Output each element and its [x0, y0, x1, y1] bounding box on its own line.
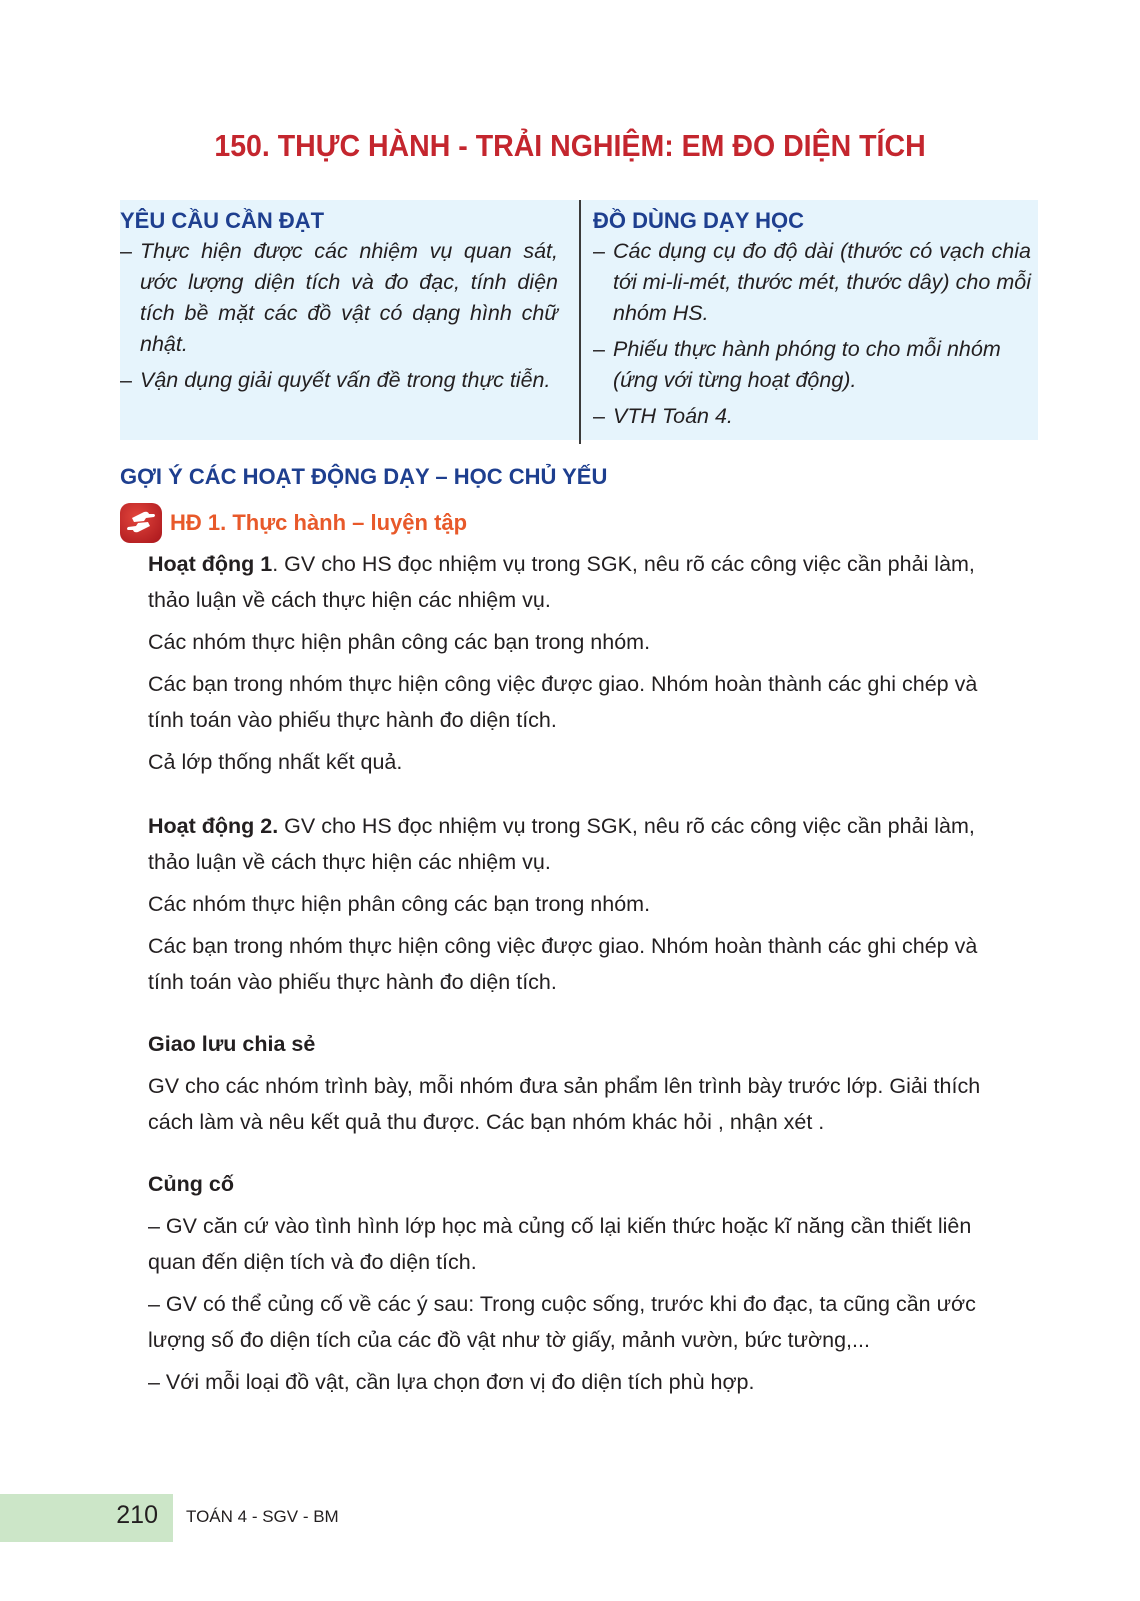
page-number: 210 — [116, 1501, 158, 1529]
dash: – — [593, 239, 605, 263]
material-text: Phiếu thực hành phóng to cho mỗi nhóm (ứng với từng hoạt động). — [613, 337, 1001, 392]
sharing-heading: Giao lưu chia sẻ — [148, 1032, 316, 1056]
paragraph: Cả lớp thống nhất kết quả. — [148, 750, 403, 774]
requirement-text: Vận dụng giải quyết vấn đề trong thực tiễn. — [140, 368, 551, 392]
requirement-item — [120, 365, 558, 396]
activity-1-intro — [148, 546, 1018, 618]
activity-title: HĐ 1. Thực hành – luyện tập — [170, 510, 468, 535]
paragraph: Các nhóm thực hiện phân công các bạn trong nhóm. — [148, 630, 651, 654]
paragraph: Các bạn trong nhóm thực hiện công việc được giao. Nhóm hoàn thành các ghi chép và tính toán vào phiếu thực hành đo diện tích. — [148, 934, 978, 994]
book-name: TOÁN 4 - SGV - BM — [186, 1507, 339, 1526]
dash: – — [120, 368, 132, 392]
materials-column — [593, 200, 1031, 432]
material-text: VTH Toán 4. — [613, 404, 733, 428]
page-title: 150. THỰC HÀNH - TRẢI NGHIỆM: EM ĐO DIỆN TÍCH — [214, 128, 926, 163]
activity-1-label: Hoạt động 1 — [148, 552, 273, 576]
material-text: Các dụng cụ đo độ dài (thước có vạch chia tới mi-li-mét, thước mét, thước dây) cho mỗi nhóm HS. — [613, 239, 1031, 325]
material-item — [593, 236, 1031, 329]
requirement-text: Thực hiện được các nhiệm vụ quan sát, ước lượng diện tích và đo đạc, tính diện tích bề mặt các đồ vật có dạng hình chữ nhật. — [140, 239, 558, 356]
activity-2 — [148, 808, 1018, 1006]
consolidation-item: – Với mỗi loại đồ vật, cần lựa chọn đơn vị đo diện tích phù hợp. — [148, 1370, 755, 1394]
dash: – — [593, 337, 605, 361]
requirement-item — [120, 236, 558, 360]
consolidation-item: – GV căn cứ vào tình hình lớp học mà củng cố lại kiến thức hoặc kĩ năng cần thiết liên quan đến diện tích và đo diện tích. — [148, 1214, 972, 1274]
activity-2-label: Hoạt động 2. — [148, 814, 279, 838]
dash: – — [120, 239, 132, 263]
requirements-box — [120, 200, 1038, 440]
requirements-heading: YÊU CẦU CẦN ĐẠT — [120, 208, 325, 233]
column-divider — [579, 200, 581, 444]
sharing-section — [148, 1026, 1018, 1146]
activity-header — [120, 503, 467, 543]
activity-2-intro — [148, 808, 1018, 880]
materials-heading: ĐỒ DÙNG DẠY HỌC — [593, 208, 805, 233]
activity-1 — [148, 546, 1018, 786]
paragraph: GV cho các nhóm trình bày, mỗi nhóm đưa sản phẩm lên trình bày trước lớp. Giải thích cách làm và nêu kết quả thu được. Các bạn nhóm khác hỏi , nhận xét . — [148, 1074, 981, 1134]
material-item — [593, 401, 1031, 432]
material-item — [593, 334, 1031, 396]
hands-icon — [120, 503, 162, 543]
paragraph: Các nhóm thực hiện phân công các bạn trong nhóm. — [148, 892, 651, 916]
requirements-column — [120, 200, 558, 396]
activity-2-text: GV cho HS đọc nhiệm vụ trong SGK, nêu rõ các công việc cần phải làm, thảo luận về cách thực hiện các nhiệm vụ. — [148, 814, 975, 874]
consolidation-item: – GV có thể củng cố về các ý sau: Trong cuộc sống, trước khi đo đạc, ta cũng cần ước lượng số đo diện tích của các đồ vật như tờ giấy, mảnh vườn, bức tường,... — [148, 1292, 976, 1352]
activity-1-text: . GV cho HS đọc nhiệm vụ trong SGK, nêu rõ các công việc cần phải làm, thảo luận về cách thực hiện các nhiệm vụ. — [148, 552, 975, 612]
section-heading: GỢI Ý CÁC HOẠT ĐỘNG DẠY – HỌC CHỦ YẾU — [120, 464, 608, 489]
dash: – — [593, 404, 605, 428]
paragraph: Các bạn trong nhóm thực hiện công việc được giao. Nhóm hoàn thành các ghi chép và tính toán vào phiếu thực hành đo diện tích. — [148, 672, 978, 732]
consolidation-heading: Củng cố — [148, 1172, 234, 1196]
consolidation-section — [148, 1166, 1018, 1406]
